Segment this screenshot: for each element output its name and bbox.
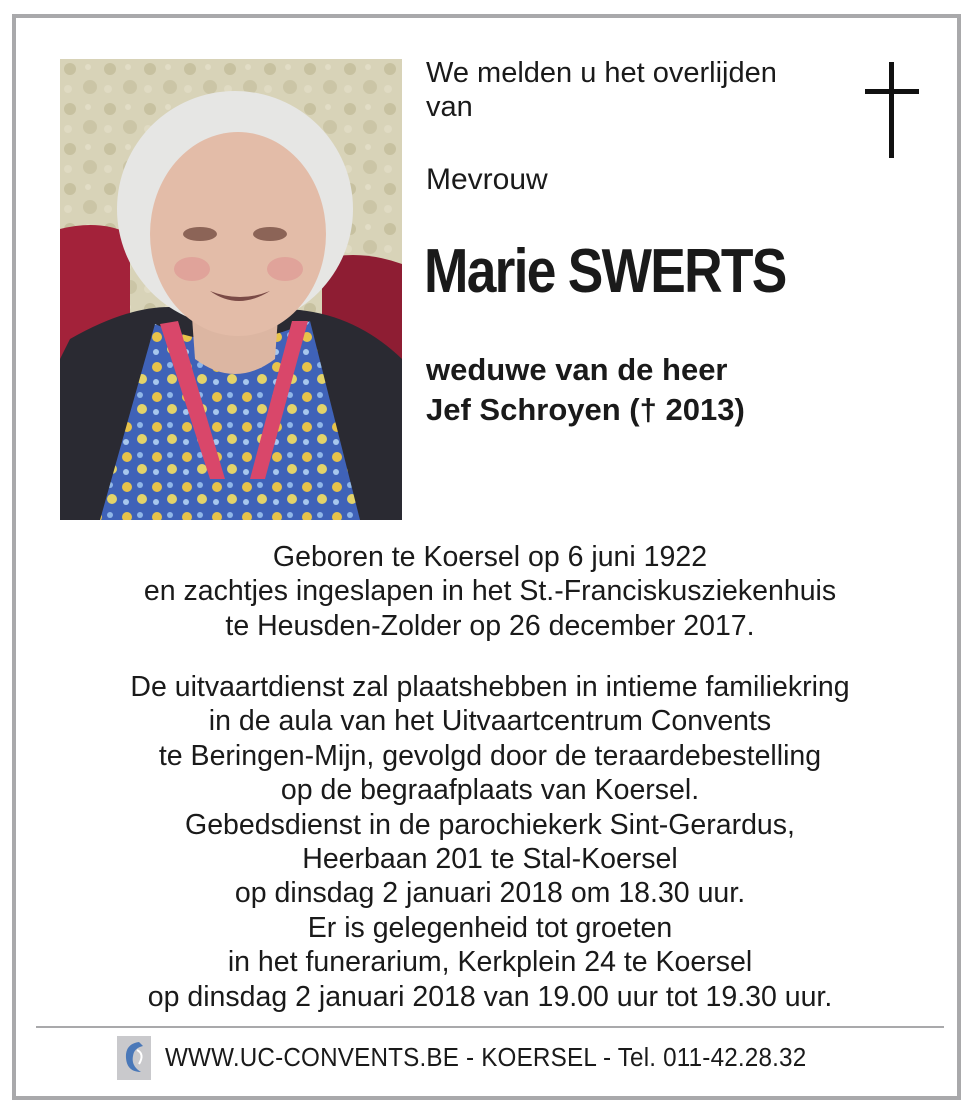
funeral-line: in de aula van het Uitvaartcentrum Convents	[208, 705, 772, 738]
deceased-name: Marie SWERTS	[424, 237, 786, 306]
funeral-line: op dinsdag 2 januari 2018 om 18.30 uur.	[234, 877, 746, 910]
funeral-line: te Beringen-Mijn, gevolgd door de teraardebestelling	[158, 739, 822, 772]
cross-icon	[862, 62, 922, 158]
funeral-line: op dinsdag 2 januari 2018 van 19.00 uur tot 19.30 uur.	[147, 980, 833, 1013]
funeral-line: op de begraafplaats van Koersel.	[280, 774, 700, 807]
widow-line-1: weduwe van de heer	[426, 352, 728, 387]
birth-line: Geboren te Koersel op 6 juni 1922	[272, 541, 708, 573]
portrait-photo	[60, 59, 402, 520]
funeral-line: Gebedsdienst in de parochiekerk Sint-Gerardus,	[185, 808, 795, 841]
intro-text: We melden u het overlijden van	[426, 57, 777, 123]
funeral-line: Heerbaan 201 te Stal-Koersel	[302, 843, 678, 876]
funeral-line: Er is gelegenheid tot groeten	[307, 911, 673, 944]
funeral-line: De uitvaartdienst zal plaatshebben in intieme familiekring	[130, 671, 850, 703]
honorific: Mevrouw	[426, 163, 548, 196]
footer-divider	[36, 1026, 944, 1028]
widow-of	[426, 350, 745, 430]
birth-line: en zachtjes ingeslapen in het St.-Franciskusziekenhuis	[143, 575, 837, 608]
birth-line: te Heusden-Zolder op 26 december 2017.	[225, 609, 755, 642]
funeral-line: in het funerarium, Kerkplein 24 te Koersel	[227, 946, 753, 979]
funeral-home-logo-icon	[117, 1036, 151, 1080]
birth-details	[40, 540, 940, 643]
footer-contact: WWW.UC-CONVENTS.BE - KOERSEL - Tel. 011-42.28.32	[165, 1043, 807, 1072]
widow-line-2: Jef Schroyen († 2013)	[426, 392, 745, 427]
funeral-details	[40, 670, 940, 1014]
footer	[117, 1036, 840, 1080]
